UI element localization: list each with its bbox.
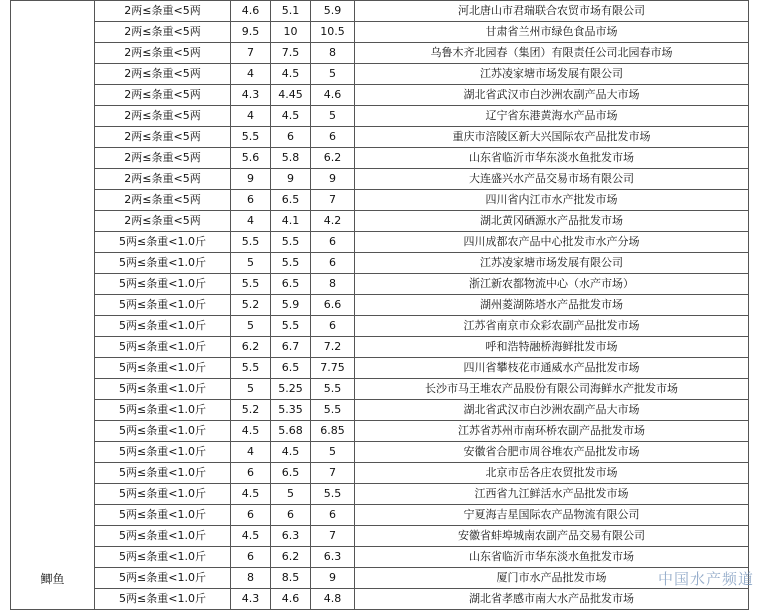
market-name-cell: 宁夏海吉星国际农产品物流有限公司 — [355, 505, 749, 526]
max-price-cell: 6.85 — [311, 421, 355, 442]
table-row — [11, 400, 749, 421]
avg-price-cell: 4.1 — [271, 211, 311, 232]
avg-price-cell: 6.7 — [271, 337, 311, 358]
max-price-cell: 4.2 — [311, 211, 355, 232]
avg-price-cell: 4.5 — [271, 442, 311, 463]
min-price-cell: 5.5 — [231, 358, 271, 379]
market-name-cell: 安徽省蚌埠城南农副产品交易有限公司 — [355, 526, 749, 547]
market-name-cell: 呼和浩特融桥海鲜批发市场 — [355, 337, 749, 358]
max-price-cell: 10.5 — [311, 22, 355, 43]
market-name-cell: 重庆市涪陵区新大兴国际农产品批发市场 — [355, 127, 749, 148]
max-price-cell: 7.2 — [311, 337, 355, 358]
min-price-cell: 5 — [231, 316, 271, 337]
weight-range-cell: 2两≤条重<5两 — [95, 43, 231, 64]
min-price-cell: 5 — [231, 253, 271, 274]
market-name-cell: 北京市岳各庄农贸批发市场 — [355, 463, 749, 484]
weight-range-cell: 2两≤条重<5两 — [95, 85, 231, 106]
avg-price-cell: 4.5 — [271, 64, 311, 85]
market-name-cell: 四川省内江市水产批发市场 — [355, 190, 749, 211]
avg-price-cell: 9 — [271, 169, 311, 190]
weight-range-cell: 2两≤条重<5两 — [95, 148, 231, 169]
min-price-cell: 6 — [231, 463, 271, 484]
max-price-cell: 7.75 — [311, 358, 355, 379]
market-name-cell: 湖北省孝感市南大水产品批发市场 — [355, 589, 749, 610]
avg-price-cell: 4.5 — [271, 106, 311, 127]
table-row — [11, 358, 749, 379]
min-price-cell: 6.2 — [231, 337, 271, 358]
min-price-cell: 6 — [231, 190, 271, 211]
market-name-cell: 江苏省苏州市南环桥农副产品批发市场 — [355, 421, 749, 442]
max-price-cell: 9 — [311, 568, 355, 589]
max-price-cell: 5.5 — [311, 400, 355, 421]
avg-price-cell: 5.68 — [271, 421, 311, 442]
max-price-cell: 9 — [311, 169, 355, 190]
avg-price-cell: 6.2 — [271, 547, 311, 568]
avg-price-cell: 6.5 — [271, 190, 311, 211]
weight-range-cell: 2两≤条重<5两 — [95, 106, 231, 127]
avg-price-cell: 6.5 — [271, 358, 311, 379]
min-price-cell: 5.2 — [231, 400, 271, 421]
table-row — [11, 85, 749, 106]
max-price-cell: 6.3 — [311, 547, 355, 568]
market-name-cell: 大连盛兴水产品交易市场有限公司 — [355, 169, 749, 190]
weight-range-cell: 5两≤条重<1.0斤 — [95, 463, 231, 484]
max-price-cell: 6 — [311, 253, 355, 274]
table-row — [11, 526, 749, 547]
avg-price-cell: 5.5 — [271, 232, 311, 253]
weight-range-cell: 5两≤条重<1.0斤 — [95, 274, 231, 295]
max-price-cell: 6 — [311, 316, 355, 337]
weight-range-cell: 5两≤条重<1.0斤 — [95, 232, 231, 253]
table-row — [11, 22, 749, 43]
max-price-cell: 5 — [311, 442, 355, 463]
max-price-cell: 6 — [311, 505, 355, 526]
table-row — [11, 106, 749, 127]
min-price-cell: 5 — [231, 379, 271, 400]
market-name-cell: 江西省九江鲜活水产品批发市场 — [355, 484, 749, 505]
table-row — [11, 127, 749, 148]
avg-price-cell: 5.5 — [271, 316, 311, 337]
table-row — [11, 316, 749, 337]
category-cell: 鲫鱼 — [11, 1, 95, 610]
weight-range-cell: 5两≤条重<1.0斤 — [95, 295, 231, 316]
avg-price-cell: 4.6 — [271, 589, 311, 610]
avg-price-cell: 5.1 — [271, 1, 311, 22]
table-row — [11, 547, 749, 568]
market-name-cell: 安徽省合肥市周谷堆农产品批发市场 — [355, 442, 749, 463]
market-name-cell: 四川成都农产品中心批发市水产分场 — [355, 232, 749, 253]
table-row — [11, 295, 749, 316]
market-name-cell: 四川省攀枝花市通威水产品批发市场 — [355, 358, 749, 379]
weight-range-cell: 5两≤条重<1.0斤 — [95, 421, 231, 442]
min-price-cell: 4 — [231, 64, 271, 85]
weight-range-cell: 2两≤条重<5两 — [95, 64, 231, 85]
weight-range-cell: 5两≤条重<1.0斤 — [95, 442, 231, 463]
min-price-cell: 4 — [231, 106, 271, 127]
max-price-cell: 6.2 — [311, 148, 355, 169]
market-name-cell: 湖北黄冈硒源水产品批发市场 — [355, 211, 749, 232]
weight-range-cell: 5两≤条重<1.0斤 — [95, 358, 231, 379]
table-row — [11, 484, 749, 505]
avg-price-cell: 6.5 — [271, 274, 311, 295]
avg-price-cell: 5 — [271, 484, 311, 505]
price-table — [10, 0, 749, 610]
table-row — [11, 379, 749, 400]
weight-range-cell: 2两≤条重<5两 — [95, 211, 231, 232]
weight-range-cell: 2两≤条重<5两 — [95, 127, 231, 148]
price-table-body — [11, 1, 749, 610]
weight-range-cell: 5两≤条重<1.0斤 — [95, 526, 231, 547]
market-name-cell: 河北唐山市君瑞联合农贸市场有限公司 — [355, 1, 749, 22]
min-price-cell: 4 — [231, 442, 271, 463]
avg-price-cell: 5.35 — [271, 400, 311, 421]
avg-price-cell: 6.5 — [271, 463, 311, 484]
avg-price-cell: 8.5 — [271, 568, 311, 589]
max-price-cell: 5.9 — [311, 1, 355, 22]
weight-range-cell: 5两≤条重<1.0斤 — [95, 568, 231, 589]
min-price-cell: 5.6 — [231, 148, 271, 169]
max-price-cell: 8 — [311, 43, 355, 64]
max-price-cell: 8 — [311, 274, 355, 295]
avg-price-cell: 5.25 — [271, 379, 311, 400]
avg-price-cell: 4.45 — [271, 85, 311, 106]
min-price-cell: 4 — [231, 211, 271, 232]
max-price-cell: 5.5 — [311, 484, 355, 505]
table-row — [11, 337, 749, 358]
weight-range-cell: 5两≤条重<1.0斤 — [95, 379, 231, 400]
market-name-cell: 湖北省武汉市白沙洲农副产品大市场 — [355, 400, 749, 421]
weight-range-cell: 2两≤条重<5两 — [95, 190, 231, 211]
avg-price-cell: 5.5 — [271, 253, 311, 274]
avg-price-cell: 5.8 — [271, 148, 311, 169]
market-name-cell: 山东省临沂市华东淡水鱼批发市场 — [355, 547, 749, 568]
watermark: 中国水产频道 — [657, 570, 754, 588]
table-row — [11, 253, 749, 274]
table-row — [11, 190, 749, 211]
weight-range-cell: 2两≤条重<5两 — [95, 169, 231, 190]
max-price-cell: 7 — [311, 526, 355, 547]
max-price-cell: 6 — [311, 127, 355, 148]
max-price-cell: 5 — [311, 106, 355, 127]
avg-price-cell: 6.3 — [271, 526, 311, 547]
market-name-cell: 长沙市马王堆农产品股份有限公司海鲜水产批发市场 — [355, 379, 749, 400]
max-price-cell: 4.6 — [311, 85, 355, 106]
weight-range-cell: 5两≤条重<1.0斤 — [95, 505, 231, 526]
table-row — [11, 505, 749, 526]
market-name-cell: 浙江新农都物流中心（水产市场） — [355, 274, 749, 295]
min-price-cell: 8 — [231, 568, 271, 589]
weight-range-cell: 5两≤条重<1.0斤 — [95, 253, 231, 274]
avg-price-cell: 10 — [271, 22, 311, 43]
min-price-cell: 6 — [231, 547, 271, 568]
weight-range-cell: 2两≤条重<5两 — [95, 22, 231, 43]
table-row — [11, 1, 749, 22]
table-row — [11, 421, 749, 442]
max-price-cell: 7 — [311, 463, 355, 484]
market-name-cell: 江苏省南京市众彩农副产品批发市场 — [355, 316, 749, 337]
table-row — [11, 169, 749, 190]
weight-range-cell: 5两≤条重<1.0斤 — [95, 547, 231, 568]
market-name-cell: 江苏凌家塘市场发展有限公司 — [355, 64, 749, 85]
weight-range-cell: 5两≤条重<1.0斤 — [95, 589, 231, 610]
min-price-cell: 7 — [231, 43, 271, 64]
market-name-cell: 山东省临沂市华东淡水鱼批发市场 — [355, 148, 749, 169]
min-price-cell: 4.6 — [231, 1, 271, 22]
weight-range-cell: 2两≤条重<5两 — [95, 1, 231, 22]
table-row — [11, 64, 749, 85]
avg-price-cell: 7.5 — [271, 43, 311, 64]
weight-range-cell: 5两≤条重<1.0斤 — [95, 337, 231, 358]
max-price-cell: 6.6 — [311, 295, 355, 316]
min-price-cell: 5.5 — [231, 274, 271, 295]
min-price-cell: 4.5 — [231, 421, 271, 442]
table-row — [11, 274, 749, 295]
min-price-cell: 4.5 — [231, 526, 271, 547]
max-price-cell: 6 — [311, 232, 355, 253]
min-price-cell: 4.3 — [231, 85, 271, 106]
table-row — [11, 211, 749, 232]
market-name-cell: 乌鲁木齐北园春（集团）有限责任公司北园春市场 — [355, 43, 749, 64]
avg-price-cell: 6 — [271, 505, 311, 526]
max-price-cell: 5 — [311, 64, 355, 85]
market-name-cell: 甘肃省兰州市绿色食品市场 — [355, 22, 749, 43]
table-row — [11, 442, 749, 463]
table-row — [11, 232, 749, 253]
weight-range-cell: 5两≤条重<1.0斤 — [95, 484, 231, 505]
table-row — [11, 148, 749, 169]
table-row — [11, 589, 749, 610]
min-price-cell: 9.5 — [231, 22, 271, 43]
avg-price-cell: 5.9 — [271, 295, 311, 316]
weight-range-cell: 5两≤条重<1.0斤 — [95, 400, 231, 421]
min-price-cell: 4.3 — [231, 589, 271, 610]
table-row — [11, 568, 749, 589]
min-price-cell: 5.2 — [231, 295, 271, 316]
min-price-cell: 5.5 — [231, 232, 271, 253]
max-price-cell: 7 — [311, 190, 355, 211]
market-name-cell: 辽宁省东港黄海水产品市场 — [355, 106, 749, 127]
weight-range-cell: 5两≤条重<1.0斤 — [95, 316, 231, 337]
min-price-cell: 5.5 — [231, 127, 271, 148]
table-row — [11, 463, 749, 484]
min-price-cell: 9 — [231, 169, 271, 190]
max-price-cell: 4.8 — [311, 589, 355, 610]
market-name-cell: 湖州菱湖陈塔水产品批发市场 — [355, 295, 749, 316]
market-name-cell: 湖北省武汉市白沙洲农副产品大市场 — [355, 85, 749, 106]
table-row — [11, 43, 749, 64]
market-name-cell: 江苏凌家塘市场发展有限公司 — [355, 253, 749, 274]
avg-price-cell: 6 — [271, 127, 311, 148]
min-price-cell: 4.5 — [231, 484, 271, 505]
max-price-cell: 5.5 — [311, 379, 355, 400]
market-name-cell: 厦门市水产品批发市场 — [355, 568, 749, 589]
min-price-cell: 6 — [231, 505, 271, 526]
